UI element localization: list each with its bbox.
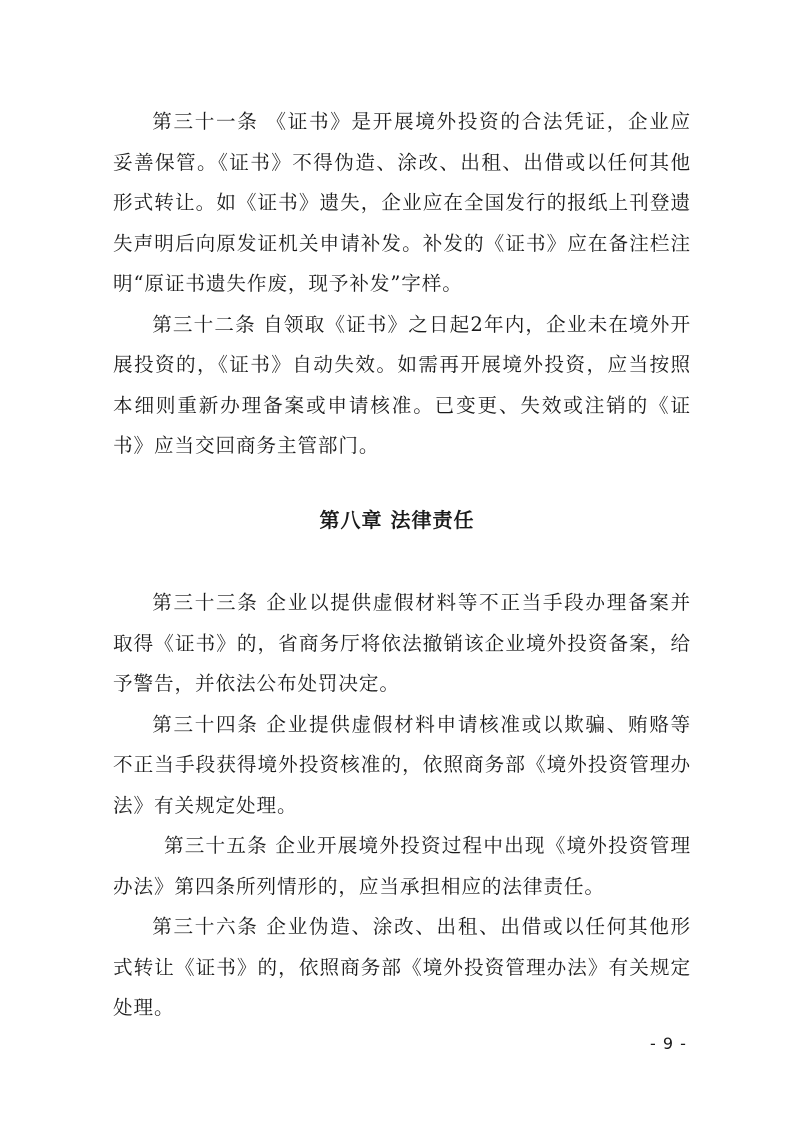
chapter-title: 第八章 法律责任 bbox=[319, 508, 475, 532]
article-35: 第三十五条 企业开展境外投资过程中出现《境外投资管理办法》第四条所列情形的，应当承担相应的法律责任。 bbox=[113, 834, 691, 898]
article-34: 第三十四条 企业提供虚假材料申请核准或以欺骗、贿赂等不正当手段获得境外投资核准的，依照商务部《境外投资管理办法》有关规定处理。 bbox=[113, 712, 691, 817]
page-number: - 9 - bbox=[650, 1034, 687, 1053]
article-33: 第三十三条 企业以提供虚假材料等不正当手段办理备案并取得《证书》的，省商务厅将依法撤销该企业境外投资备案，给予警告，并依法公布处罚决定。 bbox=[113, 591, 691, 695]
article-32: 第三十二条 自领取《证书》之日起2年内，企业未在境外开展投资的，《证书》自动失效。如需再开展境外投资，应当按照本细则重新办理备案或申请核准。已变更、失效或注销的《证书》应当交回商务主管部门。 bbox=[113, 312, 691, 457]
article-36: 第三十六条 企业伪造、涂改、出租、出借或以任何其他形式转让《证书》的，依照商务部《境外投资管理办法》有关规定处理。 bbox=[113, 915, 691, 1019]
articles-bottom bbox=[113, 583, 691, 1029]
articles-top bbox=[113, 102, 691, 467]
article-31: 第三十一条 《证书》是开展境外投资的合法凭证，企业应妥善保管。《证书》不得伪造、涂改、出租、出借或以任何其他形式转让。如《证书》遗失，企业应在全国发行的报纸上刊登遗失声明后向原发证机关申请补发。补发的《证书》应在备注栏注明“原证书遗失作废，现予补发”字样。 bbox=[113, 110, 691, 295]
